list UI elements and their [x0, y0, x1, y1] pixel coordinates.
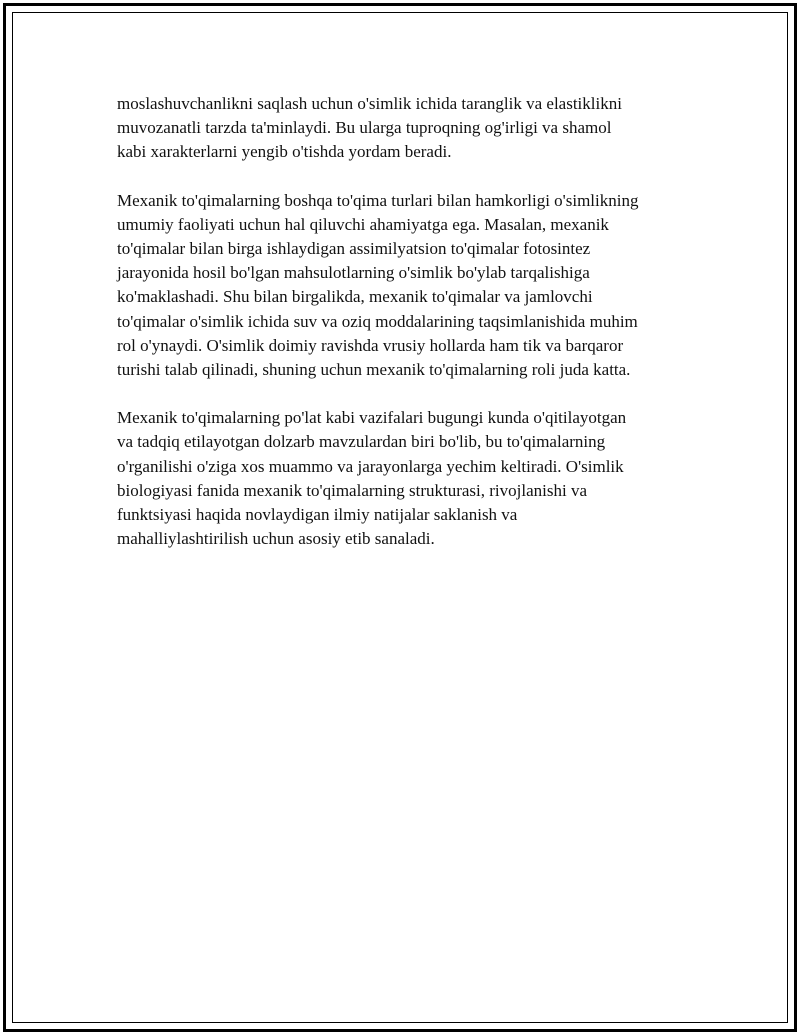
document-body	[117, 92, 697, 575]
text-line: kabi xarakterlarni yengib o'tishda yordam beradi.	[117, 142, 452, 162]
text-line: Mexanik to'qimalarning boshqa to'qima turlari bilan hamkorligi o'simlikning	[117, 190, 639, 210]
text-line: muvozanatli tarzda ta'minlaydi. Bu ularga tuproqning og'irligi va shamol	[117, 118, 612, 138]
text-line: mahalliylashtirilish uchun asosiy etib sanaladi.	[117, 529, 435, 549]
text-line: va tadqiq etilayotgan dolzarb mavzulardan biri bo'lib, bu to'qimalarning	[117, 432, 606, 452]
text-line: ko'maklashadi. Shu bilan birgalikda, mexanik to'qimalar va jamlovchi	[117, 287, 593, 307]
text-line: to'qimalar o'simlik ichida suv va oziq moddalarining taqsimlanishida muhim	[117, 311, 638, 331]
text-line: umumiy faoliyati uchun hal qiluvchi ahamiyatga ega. Masalan, mexanik	[117, 214, 609, 234]
text-line: o'rganilishi o'ziga xos muammo va jarayonlarga yechim keltiradi. O'simlik	[117, 456, 624, 476]
text-line: jarayonida hosil bo'lgan mahsulotlarning o'simlik bo'ylab tarqalishiga	[117, 263, 590, 283]
text-line: Mexanik to'qimalarning po'lat kabi vazifalari bugungi kunda o'qitilayotgan	[117, 408, 627, 428]
text-line: funktsiyasi haqida novlaydigan ilmiy natijalar saklanish va	[117, 505, 518, 525]
paragraph-3	[117, 406, 697, 551]
text-line: rol o'ynaydi. O'simlik doimiy ravishda vrusiy hollarda ham tik va barqaror	[117, 335, 624, 355]
text-line: biologiyasi fanida mexanik to'qimalarning strukturasi, rivojlanishi va	[117, 480, 587, 500]
paragraph-2	[117, 189, 697, 383]
paragraph-1	[117, 92, 697, 165]
text-line: moslashuvchanlikni saqlash uchun o'simlik ichida taranglik va elastiklikni	[117, 94, 622, 113]
text-line: turishi talab qilinadi, shuning uchun mexanik to'qimalarning roli juda katta.	[117, 360, 631, 380]
text-line: to'qimalar bilan birga ishlaydigan assimilyatsion to'qimalar fotosintez	[117, 239, 591, 259]
